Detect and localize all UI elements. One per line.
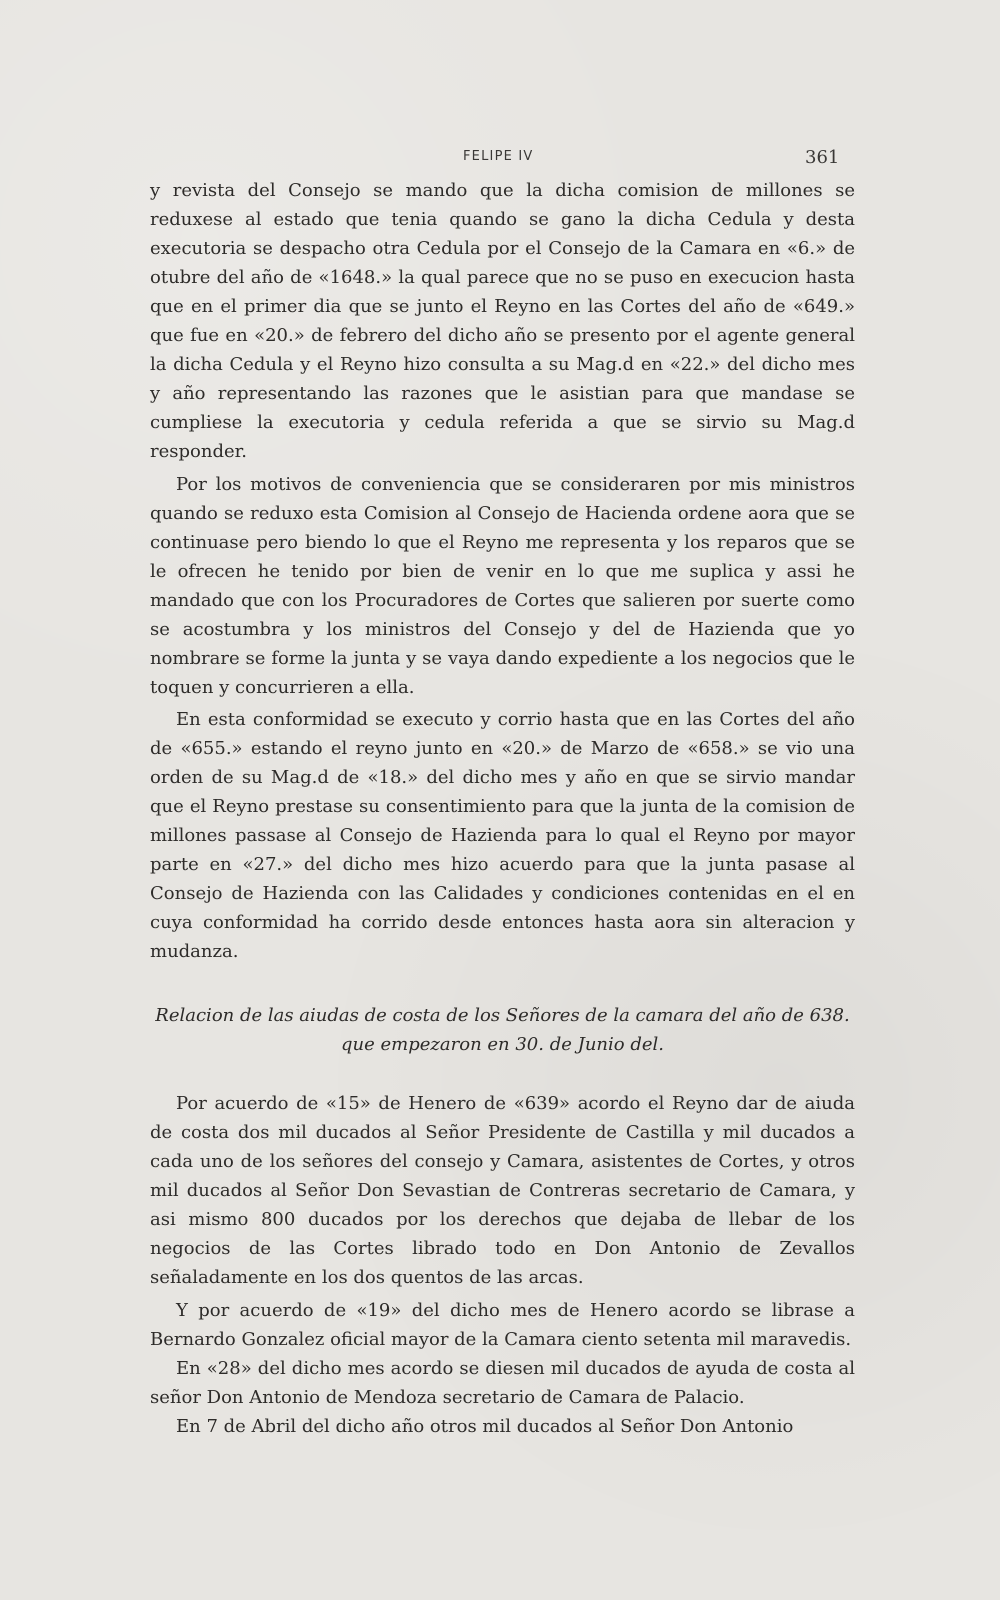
paragraph-7: En 7 de Abril del dicho año otros mil ducados al Señor Don Antonio	[176, 1416, 794, 1437]
section-heading: Relacion de las aiudas de costa de los Señores de la camara del año de 638. que empezaron en 30. de Junio del.	[155, 1005, 850, 1055]
running-title: FELIPE IV	[463, 149, 534, 164]
paragraph-6: En «28» del dicho mes acordo se diesen mil ducados de ayuda de costa al señor Don Antonio de Mendoza secretario de Camara de Palacio.	[150, 1358, 855, 1408]
paragraph-4: Por acuerdo de «15» de Henero de «639» acordo el Reyno dar de aiuda de costa dos mil ducados al Señor Presidente de Castilla y mil ducados a cada uno de los señores del consejo y Camara, asistentes de Cortes, y otros mil ducados al Señor Don Sevastian de Contreras secretario de Camara, y asi mismo 800 ducados por los derechos que dejaba de llebar de los negocios de las Cortes librado todo en Don Antonio de Zevallos señaladamente en los dos quentos de las arcas.	[150, 1093, 855, 1288]
paragraph-1: y revista del Consejo se mando que la dicha comision de millones se reduxese al estado que tenia quando se gano la dicha Cedula y desta executoria se despacho otra Cedula por el Consejo de la Camara en «6.» de otubre del año de «1648.» la qual parece que no se puso en execucion hasta que en el primer dia que se junto el Reyno en las Cortes del año de «649.» que fue en «20.» de febrero del dicho año se presento por el agente general la dicha Cedula y el Reyno hizo consulta a su Mag.d en «22.» del dicho mes y año representando las razones que le asistian para que mandase se cumpliese la executoria y cedula referida a que se sirvio su Mag.d responder.	[150, 180, 855, 462]
page-number: 361	[805, 147, 840, 168]
paragraph-2: Por los motivos de conveniencia que se consideraren por mis ministros quando se reduxo esta Comision al Consejo de Hacienda ordene aora que se continuase pero biendo lo que el Reyno me representa y los reparos que se le ofrecen he tenido por bien de venir en lo que me suplica y assi he mandado que con los Procuradores de Cortes que salieren por suerte como se acostumbra y los ministros del Consejo y del de Hazienda que yo nombrare se forme la junta y se vaya dando expediente a los negocios que le toquen y concurrieren a ella.	[150, 474, 855, 698]
paragraph-3: En esta conformidad se executo y corrio hasta que en las Cortes del año de «655.» estando el reyno junto en «20.» de Marzo de «658.» se vio una orden de su Mag.d de «18.» del dicho mes y año en que se sirvio mandar que el Reyno prestase su consentimiento para que la junta de la comision de millones passase al Consejo de Hazienda para lo qual el Reyno por mayor parte en «27.» del dicho mes hizo acuerdo para que la junta pasase al Consejo de Hazienda con las Calidades y condiciones contenidas en el en cuya conformidad ha corrido desde entonces hasta aora sin alteracion y mudanza.	[150, 709, 855, 962]
paragraph-5: Y por acuerdo de «19» del dicho mes de Henero acordo se librase a Bernardo Gonzalez oficial mayor de la Camara ciento setenta mil maravedis.	[150, 1300, 855, 1350]
